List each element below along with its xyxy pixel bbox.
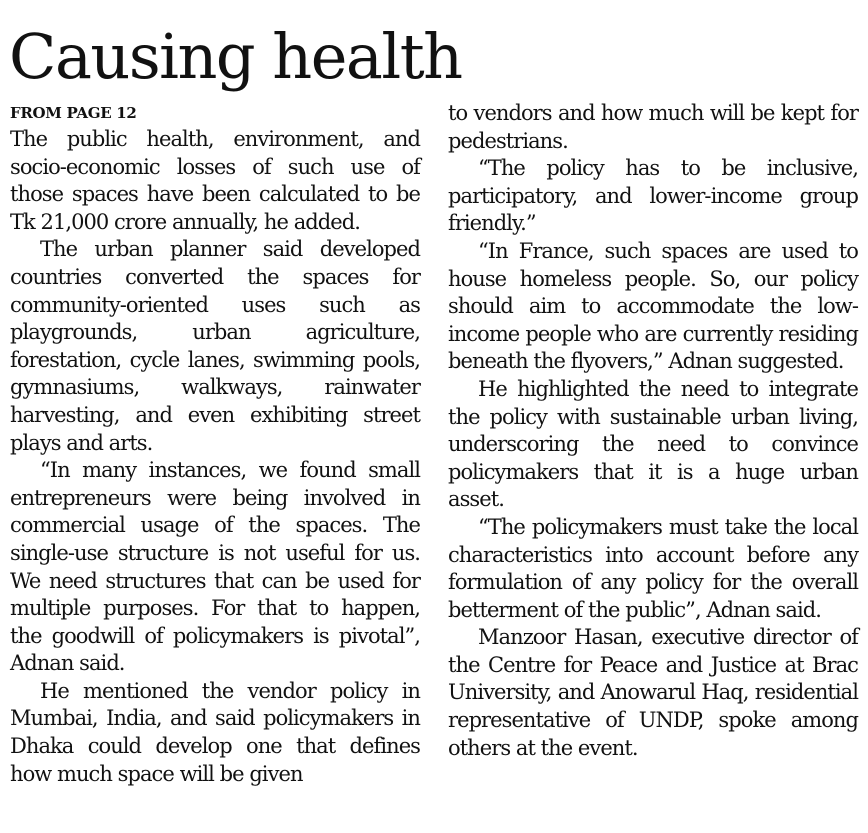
dateline: FROM PAGE 12 (10, 104, 137, 122)
article-paragraph: “The policy has to be inclusive, participatory, and lower-income group friendly.” (448, 156, 858, 236)
article-paragraph-continued: to vendors and how much will be kept for pedestrians. (448, 101, 858, 153)
article-paragraph: He highlighted the need to integrate the policy with sustainable urban living, underscoring the need to convince policymakers that it is a huge urban asset. (448, 376, 858, 512)
article-column-right (448, 100, 858, 762)
article-paragraph: “The policymakers must take the local characteristics into account before any formulation of any policy for the overall betterment of the public”, Adnan said. (448, 514, 858, 622)
article-paragraph: “In many instances, we found small entrepreneurs were being involved in commercial usage of the spaces. The single-use structure is not useful for us. We need structures that can be used for multiple purposes. For that to happen, the goodwill of policymakers is pivotal”, Adnan said. (10, 458, 420, 676)
article-paragraph: The public health, environment, and socio-economic losses of such use of those spaces have been calculated to be Tk 21,000 crore annually, he added. (10, 127, 420, 234)
headline: Causing health (9, 20, 462, 93)
article-column-left (10, 100, 420, 788)
article-paragraph: “In France, such spaces are used to house homeless people. So, our policy should aim to accommodate the low-income people who are currently residing beneath the flyovers,” Adnan suggested. (448, 238, 858, 374)
article-paragraph: He mentioned the vendor policy in Mumbai, India, and said policymakers in Dhaka could develop one that defines how much space will be given (10, 678, 420, 786)
article-paragraph: The urban planner said developed countries converted the spaces for community-oriented uses such as playgrounds, urban agriculture, forestation, cycle lanes, swimming pools, gymnasiums, walkways, rainwater harvesting, and even exhibiting street plays and arts. (10, 237, 420, 455)
article-paragraph: Manzoor Hasan, executive director of the Centre for Peace and Justice at Brac University, and Anowarul Haq, residential representative of UNDP, spoke among others at the event. (448, 625, 858, 760)
